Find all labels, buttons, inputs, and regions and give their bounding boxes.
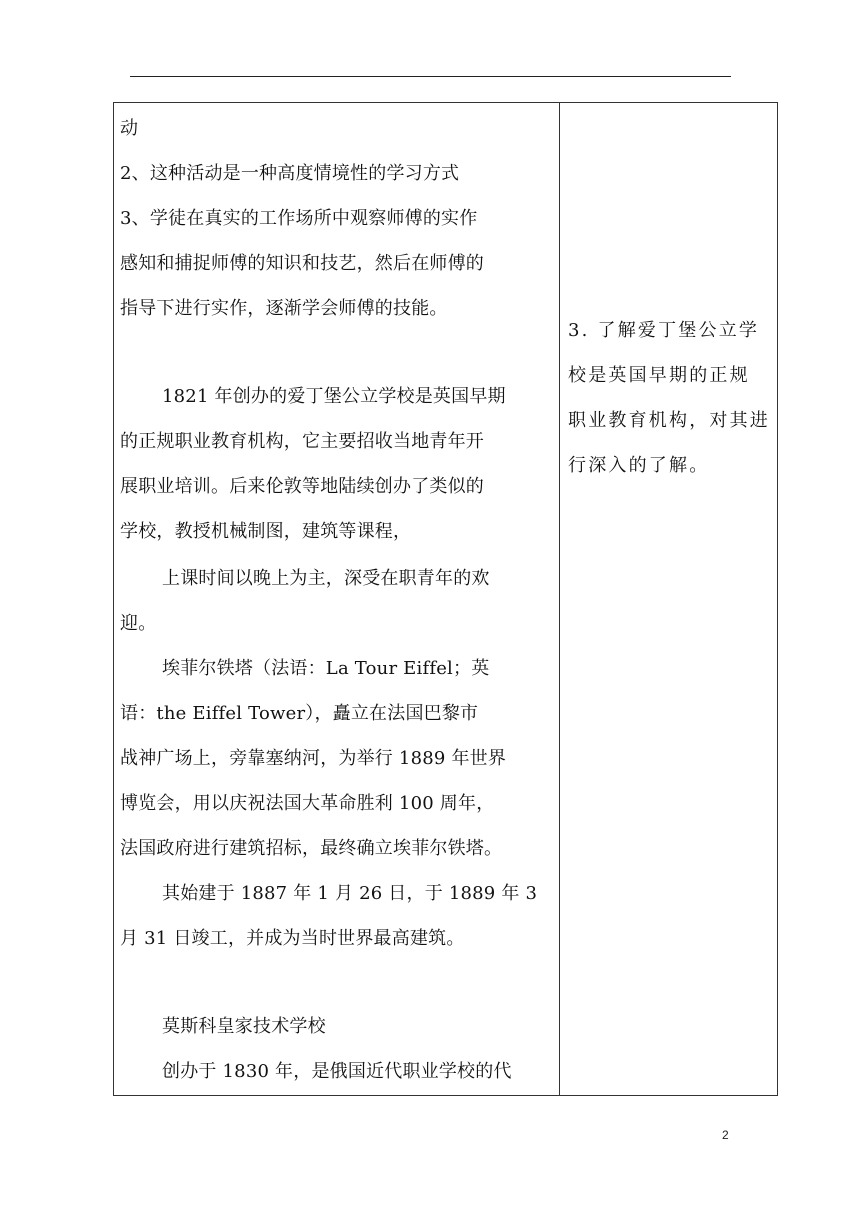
text-line: 其始建于 1887 年 1 月 26 日，于 1889 年 3 [162, 883, 538, 904]
text-line: 学校，教授机械制图，建筑等课程， [120, 521, 412, 542]
text-line: 创办于 1830 年，是俄国近代职业学校的代 [162, 1061, 512, 1082]
text-line: 2、这种活动是一种高度情境性的学习方式 [120, 163, 460, 184]
objective-text-line: 行深入的了解。 [568, 455, 710, 476]
objective-text-line: 3. 了解爱丁堡公立学 [568, 320, 760, 341]
text-line: 博览会，用以庆祝法国大革命胜利 100 周年， [120, 793, 495, 814]
text-line: 语：the Eiffel Tower），矗立在法国巴黎市 [120, 703, 479, 724]
text-line: 指导下进行实作，逐渐学会师傅的技能。 [120, 298, 448, 319]
text-line: 动 [120, 118, 139, 139]
text-line: 迎。 [120, 613, 157, 634]
text-line: 月 31 日竣工，并成为当时世界最高建筑。 [120, 928, 465, 949]
text-line: 法国政府进行建筑招标，最终确立埃菲尔铁塔。 [120, 838, 503, 859]
text-line: 的正规职业教育机构，它主要招收当地青年开 [120, 431, 484, 452]
page-number: 2 [722, 1128, 729, 1142]
text-line: 3、学徒在真实的工作场所中观察师傅的实作 [120, 208, 478, 229]
paragraph-edinburgh-line: 1821 年创办的爱丁堡公立学校是英国早期 [162, 386, 506, 407]
text-line: 展职业培训。后来伦敦等地陆续创办了类似的 [120, 476, 484, 497]
text-line: 战神广场上，旁靠塞纳河，为举行 1889 年世界 [120, 748, 507, 769]
paragraph-eiffel-line: 埃菲尔铁塔（法语：La Tour Eiffel；英 [162, 658, 490, 679]
objective-text-line: 校是英国早期的正规 [568, 365, 750, 386]
objective-text-line: 职业教育机构，对其进 [568, 410, 770, 431]
table-column-divider [559, 102, 560, 1096]
text-line: 感知和捕捉师傅的知识和技艺，然后在师傅的 [120, 253, 484, 274]
paragraph-moscow-heading: 莫斯科皇家技术学校 [162, 1016, 326, 1037]
header-rule [130, 76, 731, 77]
text-line: 上课时间以晚上为主，深受在职青年的欢 [162, 568, 490, 589]
